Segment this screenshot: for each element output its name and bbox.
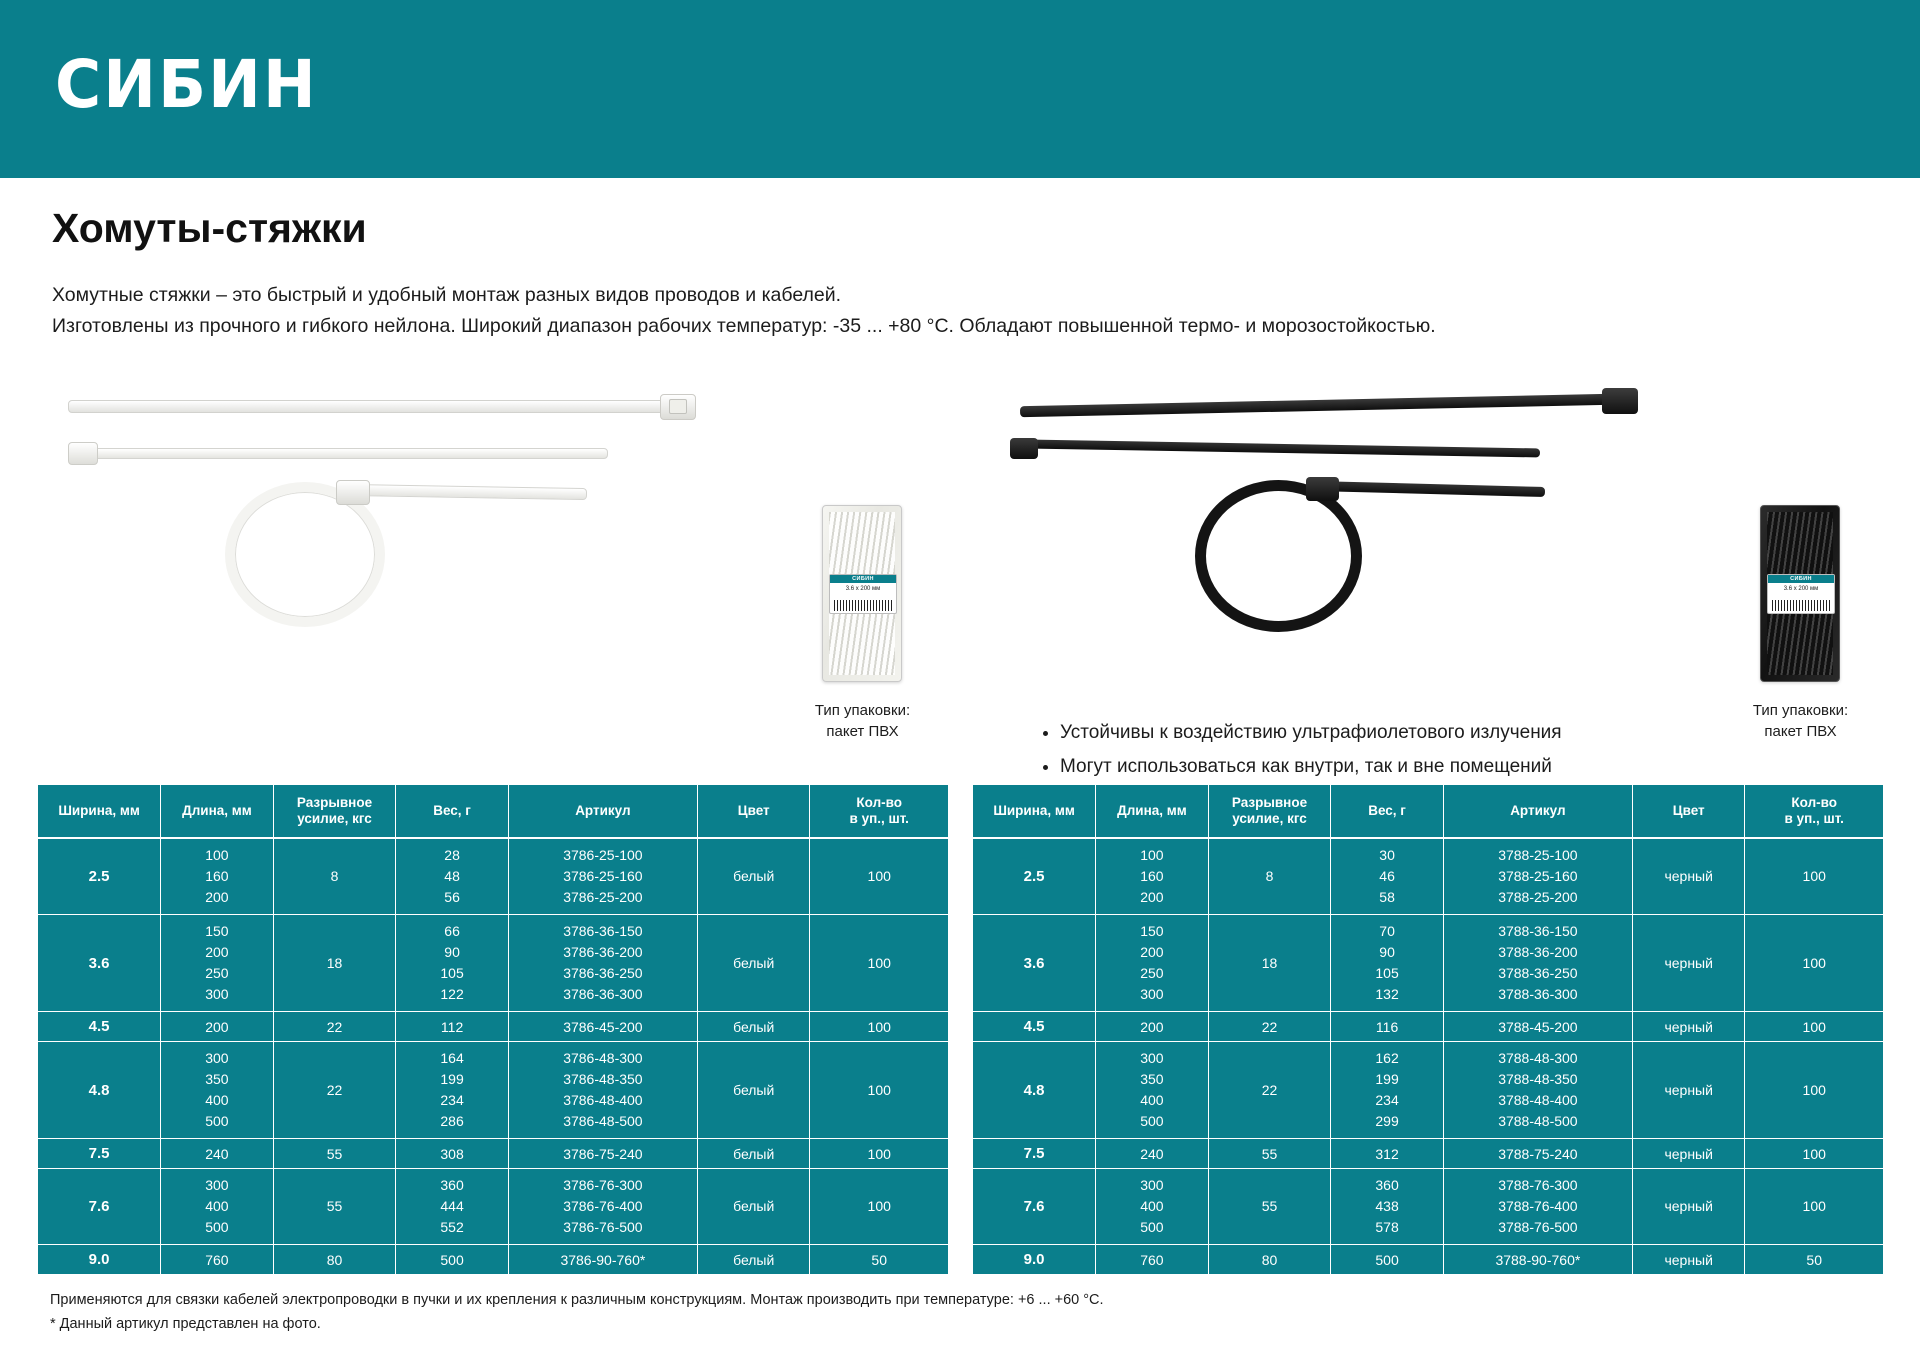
footnote-line-2: * Данный артикул представлен на фото.	[50, 1316, 321, 1332]
cell-weight: 360 438 578	[1331, 1169, 1443, 1245]
cell-force: 22	[273, 1012, 396, 1042]
barcode-icon	[1772, 600, 1830, 611]
cell-length: 760	[161, 1245, 273, 1275]
col-header-force: Разрывное усилие, кгс	[273, 785, 396, 838]
black-spec-table	[973, 785, 1883, 1275]
table-row	[973, 915, 1883, 1012]
cell-article: 3788-90-760*	[1443, 1245, 1632, 1275]
col-header-qty: Кол-во в уп., шт.	[1784, 795, 1844, 826]
cell-force: 22	[273, 1042, 396, 1139]
black-tie-straight-body	[1020, 394, 1610, 417]
table-row	[973, 1012, 1883, 1042]
cell-width: 3.6	[973, 915, 1096, 1012]
cell-color: белый	[697, 1169, 809, 1245]
cell-color: белый	[697, 1139, 809, 1169]
cell-color: белый	[697, 838, 809, 915]
col-header-width: Ширина, мм	[973, 785, 1096, 838]
cell-force: 55	[273, 1139, 396, 1169]
cell-color: черный	[1632, 1245, 1744, 1275]
black-spec-table-wrap	[973, 785, 1883, 1275]
cell-qty: 100	[867, 1081, 891, 1098]
cell-color: белый	[697, 1042, 809, 1139]
black-tie-short-body	[1030, 440, 1540, 458]
cell-weight: 30 46 58	[1331, 838, 1443, 915]
white-tie-loop-tail	[345, 484, 587, 500]
white-pack-image	[822, 505, 902, 682]
cell-length: 300 400 500	[1096, 1169, 1208, 1245]
cell-width: 2.5	[973, 838, 1096, 915]
col-header-force: Разрывное усилие, кгс	[1208, 785, 1331, 838]
col-header-color: Цвет	[697, 785, 809, 838]
cell-color: черный	[1632, 838, 1744, 915]
cell-qty: 100	[867, 868, 891, 884]
cell-qty: 100	[867, 954, 891, 971]
white-pack-label-brand: СИБИН	[830, 575, 896, 583]
footnote	[50, 1288, 1550, 1336]
black-pack-caption	[1708, 700, 1893, 742]
col-header-article: Артикул	[508, 785, 697, 838]
white-spec-table-wrap	[38, 785, 948, 1275]
cell-width: 9.0	[38, 1245, 161, 1275]
white-tie-short-body	[88, 448, 608, 459]
cell-article: 3788-76-300 3788-76-400 3788-76-500	[1443, 1169, 1632, 1245]
col-header-width: Ширина, мм	[38, 785, 161, 838]
cell-weight: 66 90 105 122	[396, 915, 508, 1012]
black-tie-loop-tail	[1315, 481, 1545, 497]
table-row	[38, 1139, 948, 1169]
table-row	[973, 1245, 1883, 1275]
cell-qty: 100	[1802, 1081, 1826, 1098]
cell-article: 3788-48-300 3788-48-350 3788-48-400 3788-48-500	[1443, 1042, 1632, 1139]
black-pack-image	[1760, 505, 1840, 682]
cell-length: 200	[1096, 1012, 1208, 1042]
col-header-qty: Кол-во в уп., шт.	[849, 795, 909, 826]
feature-bullet-list	[1020, 716, 1700, 784]
cell-color: черный	[1632, 1169, 1744, 1245]
cell-article: 3788-25-100 3788-25-160 3788-25-200	[1443, 838, 1632, 915]
cell-qty: 100	[1802, 868, 1826, 884]
white-pack-label-spec: 3.6 x 200 мм	[845, 586, 881, 592]
cell-qty: 100	[1802, 1018, 1826, 1035]
cell-color: белый	[697, 915, 809, 1012]
cell-qty: 100	[1802, 954, 1826, 971]
black-pack-label-brand: СИБИН	[1768, 575, 1834, 583]
black-pack-caption-line2: пакет ПВХ	[1764, 723, 1837, 740]
cell-width: 4.5	[38, 1012, 161, 1042]
black-pack-label	[1767, 574, 1835, 614]
cell-length: 150 200 250 300	[1096, 915, 1208, 1012]
white-tie-straight-head-slot	[669, 399, 687, 414]
cell-force: 80	[1208, 1245, 1331, 1275]
black-tie-straight-head	[1602, 388, 1638, 414]
col-header-weight: Вес, г	[396, 785, 508, 838]
cell-length: 150 200 250 300	[161, 915, 273, 1012]
cell-article: 3788-45-200	[1443, 1012, 1632, 1042]
cell-length: 300 350 400 500	[1096, 1042, 1208, 1139]
list-item: • Устойчивы к воздействию ультрафиолетового излучения	[1060, 716, 1700, 750]
col-header-weight: Вес, г	[1331, 785, 1443, 838]
table-row	[38, 1169, 948, 1245]
cell-width: 4.8	[973, 1042, 1096, 1139]
cell-qty: 50	[871, 1251, 887, 1268]
cell-width: 4.8	[38, 1042, 161, 1139]
cell-article: 3786-48-300 3786-48-350 3786-48-400 3786-48-500	[508, 1042, 697, 1139]
col-header-length: Длина, мм	[161, 785, 273, 838]
cell-width: 4.5	[973, 1012, 1096, 1042]
table-row	[973, 1139, 1883, 1169]
white-ties-illustration	[60, 400, 800, 680]
cell-weight: 360 444 552	[396, 1169, 508, 1245]
cell-article: 3786-75-240	[508, 1139, 697, 1169]
cell-weight: 312	[1331, 1139, 1443, 1169]
cell-qty: 100	[867, 1145, 891, 1162]
cell-weight: 500	[1331, 1245, 1443, 1275]
cell-weight: 308	[396, 1139, 508, 1169]
cell-length: 240	[161, 1139, 273, 1169]
cell-weight: 116	[1331, 1012, 1443, 1042]
cell-qty: 50	[1806, 1251, 1822, 1268]
table-row	[973, 1169, 1883, 1245]
cell-qty: 100	[867, 1198, 891, 1214]
table-row	[38, 1042, 948, 1139]
cell-color: белый	[697, 1012, 809, 1042]
brand-header	[0, 0, 1920, 178]
cell-length: 200	[161, 1012, 273, 1042]
black-pack-label-spec: 3.6 x 200 мм	[1783, 586, 1819, 592]
black-pack-caption-line1: Тип упаковки:	[1752, 702, 1849, 719]
cell-width: 7.6	[973, 1169, 1096, 1245]
cell-length: 240	[1096, 1139, 1208, 1169]
page-title: Хомуты-стяжки	[52, 205, 367, 251]
white-pack-caption-line2: пакет ПВХ	[826, 723, 899, 740]
black-tie-short-head	[1010, 438, 1038, 459]
cell-width: 3.6	[38, 915, 161, 1012]
black-ties-illustration	[1010, 400, 1710, 680]
cell-article: 3786-36-150 3786-36-200 3786-36-250 3786-36-300	[508, 915, 697, 1012]
cell-article: 3788-36-150 3788-36-200 3788-36-250 3788-36-300	[1443, 915, 1632, 1012]
cell-color: черный	[1632, 1042, 1744, 1139]
cell-length: 100 160 200	[1096, 838, 1208, 915]
cell-length: 100 160 200	[161, 838, 273, 915]
cell-color: черный	[1632, 915, 1744, 1012]
cell-weight: 500	[396, 1245, 508, 1275]
cell-force: 8	[273, 838, 396, 915]
cell-force: 18	[273, 915, 396, 1012]
cell-qty: 100	[1802, 1198, 1826, 1214]
cell-article: 3788-75-240	[1443, 1139, 1632, 1169]
cell-width: 7.5	[38, 1139, 161, 1169]
white-pack-caption-line1: Тип упаковки:	[814, 702, 911, 719]
cell-length: 300 400 500	[161, 1169, 273, 1245]
table-row	[38, 915, 948, 1012]
cell-force: 22	[1208, 1012, 1331, 1042]
cell-width: 9.0	[973, 1245, 1096, 1275]
cell-force: 55	[1208, 1169, 1331, 1245]
black-tie-loop-head	[1306, 477, 1339, 501]
brand-logo: СИБИН	[55, 46, 318, 123]
cell-article: 3786-76-300 3786-76-400 3786-76-500	[508, 1169, 697, 1245]
cell-force: 55	[273, 1169, 396, 1245]
cell-qty: 100	[1802, 1145, 1826, 1162]
cell-weight: 164 199 234 286	[396, 1042, 508, 1139]
white-tie-loop-head	[336, 480, 370, 505]
list-item: • Могут использоваться как внутри, так и вне помещений	[1060, 750, 1700, 784]
cell-width: 7.5	[973, 1139, 1096, 1169]
black-tie-loop	[1195, 480, 1362, 632]
cell-article: 3786-90-760*	[508, 1245, 697, 1275]
cell-article: 3786-25-100 3786-25-160 3786-25-200	[508, 838, 697, 915]
intro-text	[52, 280, 1882, 342]
white-tie-straight-body	[68, 400, 670, 413]
cell-length: 760	[1096, 1245, 1208, 1275]
white-spec-table	[38, 785, 948, 1275]
table-row	[973, 838, 1883, 915]
table-row	[38, 838, 948, 915]
cell-force: 18	[1208, 915, 1331, 1012]
cell-weight: 162 199 234 299	[1331, 1042, 1443, 1139]
table-row	[38, 1245, 948, 1275]
cell-width: 2.5	[38, 838, 161, 915]
barcode-icon	[834, 600, 892, 611]
footnote-line-1: Применяются для связки кабелей электропроводки в пучки и их крепления к различным конструкциям. Монтаж производить при температуре: +6 ... +60 °С.	[50, 1292, 1104, 1308]
cell-weight: 70 90 105 132	[1331, 915, 1443, 1012]
cell-force: 55	[1208, 1139, 1331, 1169]
cell-force: 22	[1208, 1042, 1331, 1139]
col-header-color: Цвет	[1632, 785, 1744, 838]
table-row	[973, 1042, 1883, 1139]
white-pack-caption	[770, 700, 955, 742]
cell-color: черный	[1632, 1139, 1744, 1169]
cell-length: 300 350 400 500	[161, 1042, 273, 1139]
cell-width: 7.6	[38, 1169, 161, 1245]
table-row	[38, 1012, 948, 1042]
cell-force: 80	[273, 1245, 396, 1275]
col-header-article: Артикул	[1443, 785, 1632, 838]
intro-line-2: Изготовлены из прочного и гибкого нейлона. Широкий диапазон рабочих температур: -35 ... +80 °С. Обладают повышенной термо- и морозостойкостью.	[52, 315, 1436, 337]
cell-force: 8	[1208, 838, 1331, 915]
cell-color: черный	[1632, 1012, 1744, 1042]
white-tie-short-head	[68, 442, 98, 465]
white-pack-label	[829, 574, 897, 614]
cell-weight: 112	[396, 1012, 508, 1042]
cell-color: белый	[697, 1245, 809, 1275]
col-header-length: Длина, мм	[1096, 785, 1208, 838]
cell-article: 3786-45-200	[508, 1012, 697, 1042]
cell-qty: 100	[867, 1018, 891, 1035]
cell-weight: 28 48 56	[396, 838, 508, 915]
intro-line-1: Хомутные стяжки – это быстрый и удобный монтаж разных видов проводов и кабелей.	[52, 284, 842, 306]
